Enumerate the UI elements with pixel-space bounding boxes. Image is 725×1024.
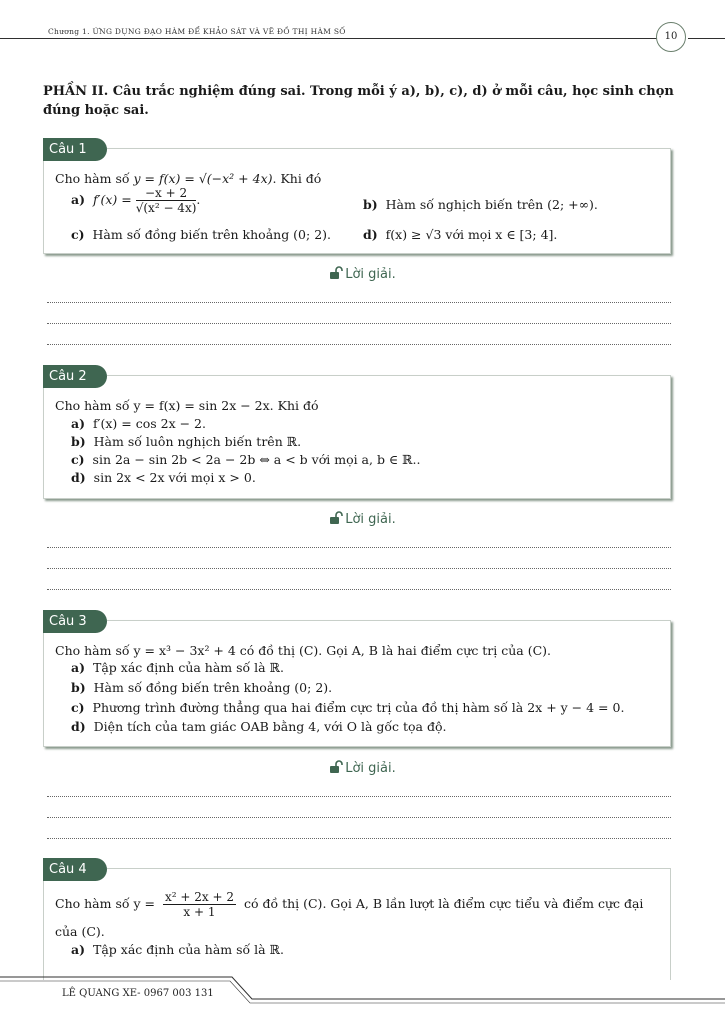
option-c-text: Hàm số đồng biến trên khoảng (0; 2). (92, 227, 332, 242)
question-1-option-a: a) f′(x) = $\frac{-x + 2}{\text{√(x² − 4x)}}$ . (71, 186, 201, 215)
answer-line (47, 568, 671, 569)
page-header (0, 0, 725, 50)
option-a-label: a) (71, 416, 86, 431)
option-b-label: b) (363, 197, 378, 212)
option-a-text: Tập xác định của hàm số là ℝ. (93, 942, 284, 957)
section-intro: PHẦN II. Câu trắc nghiệm đúng sai. Trong mỗi ý a), b), c), d) ở mỗi câu, học sinh chọn đúng hoặc sai. (43, 84, 674, 118)
question-1-option-d (363, 227, 557, 242)
solution-heading-1 (0, 266, 725, 282)
option-c-text: Phương trình đường thẳng qua hai điểm cực trị của đồ thị hàm số là 2x + y − 4 = 0. (92, 700, 625, 715)
answer-line (47, 838, 671, 839)
option-b-label: b) (71, 434, 86, 449)
question-3-option-a (71, 660, 284, 675)
answer-line (47, 589, 671, 590)
question-1-stem (55, 171, 321, 186)
option-d-label: d) (71, 719, 86, 734)
page-footer (0, 968, 725, 1024)
option-b-text: Hàm số đồng biến trên khoảng (0; 2). (93, 680, 333, 695)
stem-text-end: . Khi đó (272, 171, 322, 186)
solution-label: Lời giải. (345, 512, 396, 527)
footer-author: LÊ QUANG XE- 0967 003 131 (62, 988, 214, 999)
stem-text: Cho hàm số (55, 171, 134, 186)
chapter-title: Chương 1. ỨNG DỤNG ĐẠO HÀM ĐỂ KHẢO SÁT VÀ VẼ ĐỒ THỊ HÀM SỐ (48, 27, 346, 36)
option-a-label: a) (71, 660, 86, 675)
answer-line (47, 547, 671, 548)
stem-math: y = f(x) = √(−x² + 4x) (133, 171, 273, 186)
fraction-numerator: x² + 2x + 2 (164, 890, 234, 904)
question-2-label: Câu 2 (43, 365, 107, 388)
question-2-stem: Cho hàm số y = f(x) = sin 2x − 2x. Khi đó (55, 398, 319, 413)
option-b-text: Hàm số nghịch biến trên (2; +∞). (385, 197, 598, 212)
option-c-text: sin 2a − sin 2b < 2a − 2b ⇔ a < b với mọi a, b ∈ ℝ.. (92, 452, 421, 467)
option-d-label: d) (71, 470, 86, 485)
question-3-option-b (71, 680, 332, 695)
solution-heading-3 (0, 760, 725, 776)
question-2-option-a (71, 416, 206, 431)
answer-line (47, 817, 671, 818)
option-d-text: Diện tích của tam giác OAB bằng 4, với O là gốc tọa độ. (93, 719, 447, 734)
question-4-topline (107, 868, 671, 869)
option-c-label: c) (71, 227, 85, 242)
answer-line (47, 344, 671, 345)
question-4-option-a (71, 942, 284, 957)
question-1-option-c (71, 227, 331, 242)
question-1-label: Câu 1 (43, 138, 107, 161)
option-d-text: f(x) ≥ √3 với mọi x ∈ [3; 4]. (385, 227, 558, 242)
unlock-icon (329, 511, 343, 525)
solution-label: Lời giải. (345, 267, 396, 282)
option-d-label: d) (363, 227, 378, 242)
question-4-label: Câu 4 (43, 858, 107, 881)
option-a-text: f′(x) = cos 2x − 2. (93, 416, 206, 431)
option-a-text: Tập xác định của hàm số là ℝ. (93, 660, 284, 675)
page-number: 10 (656, 22, 686, 52)
fraction-numerator: −x + 2 (136, 186, 197, 201)
question-2-option-b (71, 434, 301, 449)
option-a-label: a) (71, 942, 86, 957)
option-a-lhs: f′(x) = (93, 192, 132, 207)
stem-text: Cho hàm số y = (55, 896, 155, 911)
question-3-option-c (71, 700, 624, 715)
stem-fraction (163, 890, 236, 919)
question-3-option-d (71, 719, 446, 734)
question-1-option-b (363, 197, 598, 212)
question-4-stem-line2: của (C). (55, 924, 105, 939)
question-2-topline (107, 375, 671, 376)
option-b-label: b) (71, 680, 86, 695)
option-d-text: sin 2x < 2x với mọi x > 0. (93, 470, 256, 485)
question-2-option-d (71, 470, 256, 485)
unlock-icon (329, 266, 343, 280)
question-3-label: Câu 3 (43, 610, 107, 633)
option-c-label: c) (71, 452, 85, 467)
question-3-topline (107, 620, 671, 621)
solution-heading-2 (0, 511, 725, 527)
option-a-fraction (136, 186, 197, 215)
header-rule-right (688, 38, 725, 39)
question-4-box (43, 868, 671, 980)
fraction-denominator: x + 1 (183, 905, 216, 919)
header-rule (0, 38, 660, 39)
answer-line (47, 302, 671, 303)
option-a-label: a) (71, 192, 86, 207)
answer-line (47, 796, 671, 797)
question-3-stem: Cho hàm số y = x³ − 3x² + 4 có đồ thị (C). Gọi A, B là hai điểm cực trị của (C). (55, 643, 552, 658)
option-b-text: Hàm số luôn nghịch biến trên ℝ. (93, 434, 302, 449)
unlock-icon (329, 760, 343, 774)
solution-label: Lời giải. (345, 761, 396, 776)
option-c-label: c) (71, 700, 85, 715)
question-1-topline (107, 148, 671, 149)
question-2-option-c (71, 452, 421, 467)
question-4-stem (55, 890, 643, 919)
answer-line (47, 323, 671, 324)
fraction-denominator: √(x² − 4x) (135, 201, 197, 215)
stem-text-continued: có đồ thị (C). Gọi A, B lần lượt là điểm cực tiểu và điểm cực đại (243, 896, 644, 911)
